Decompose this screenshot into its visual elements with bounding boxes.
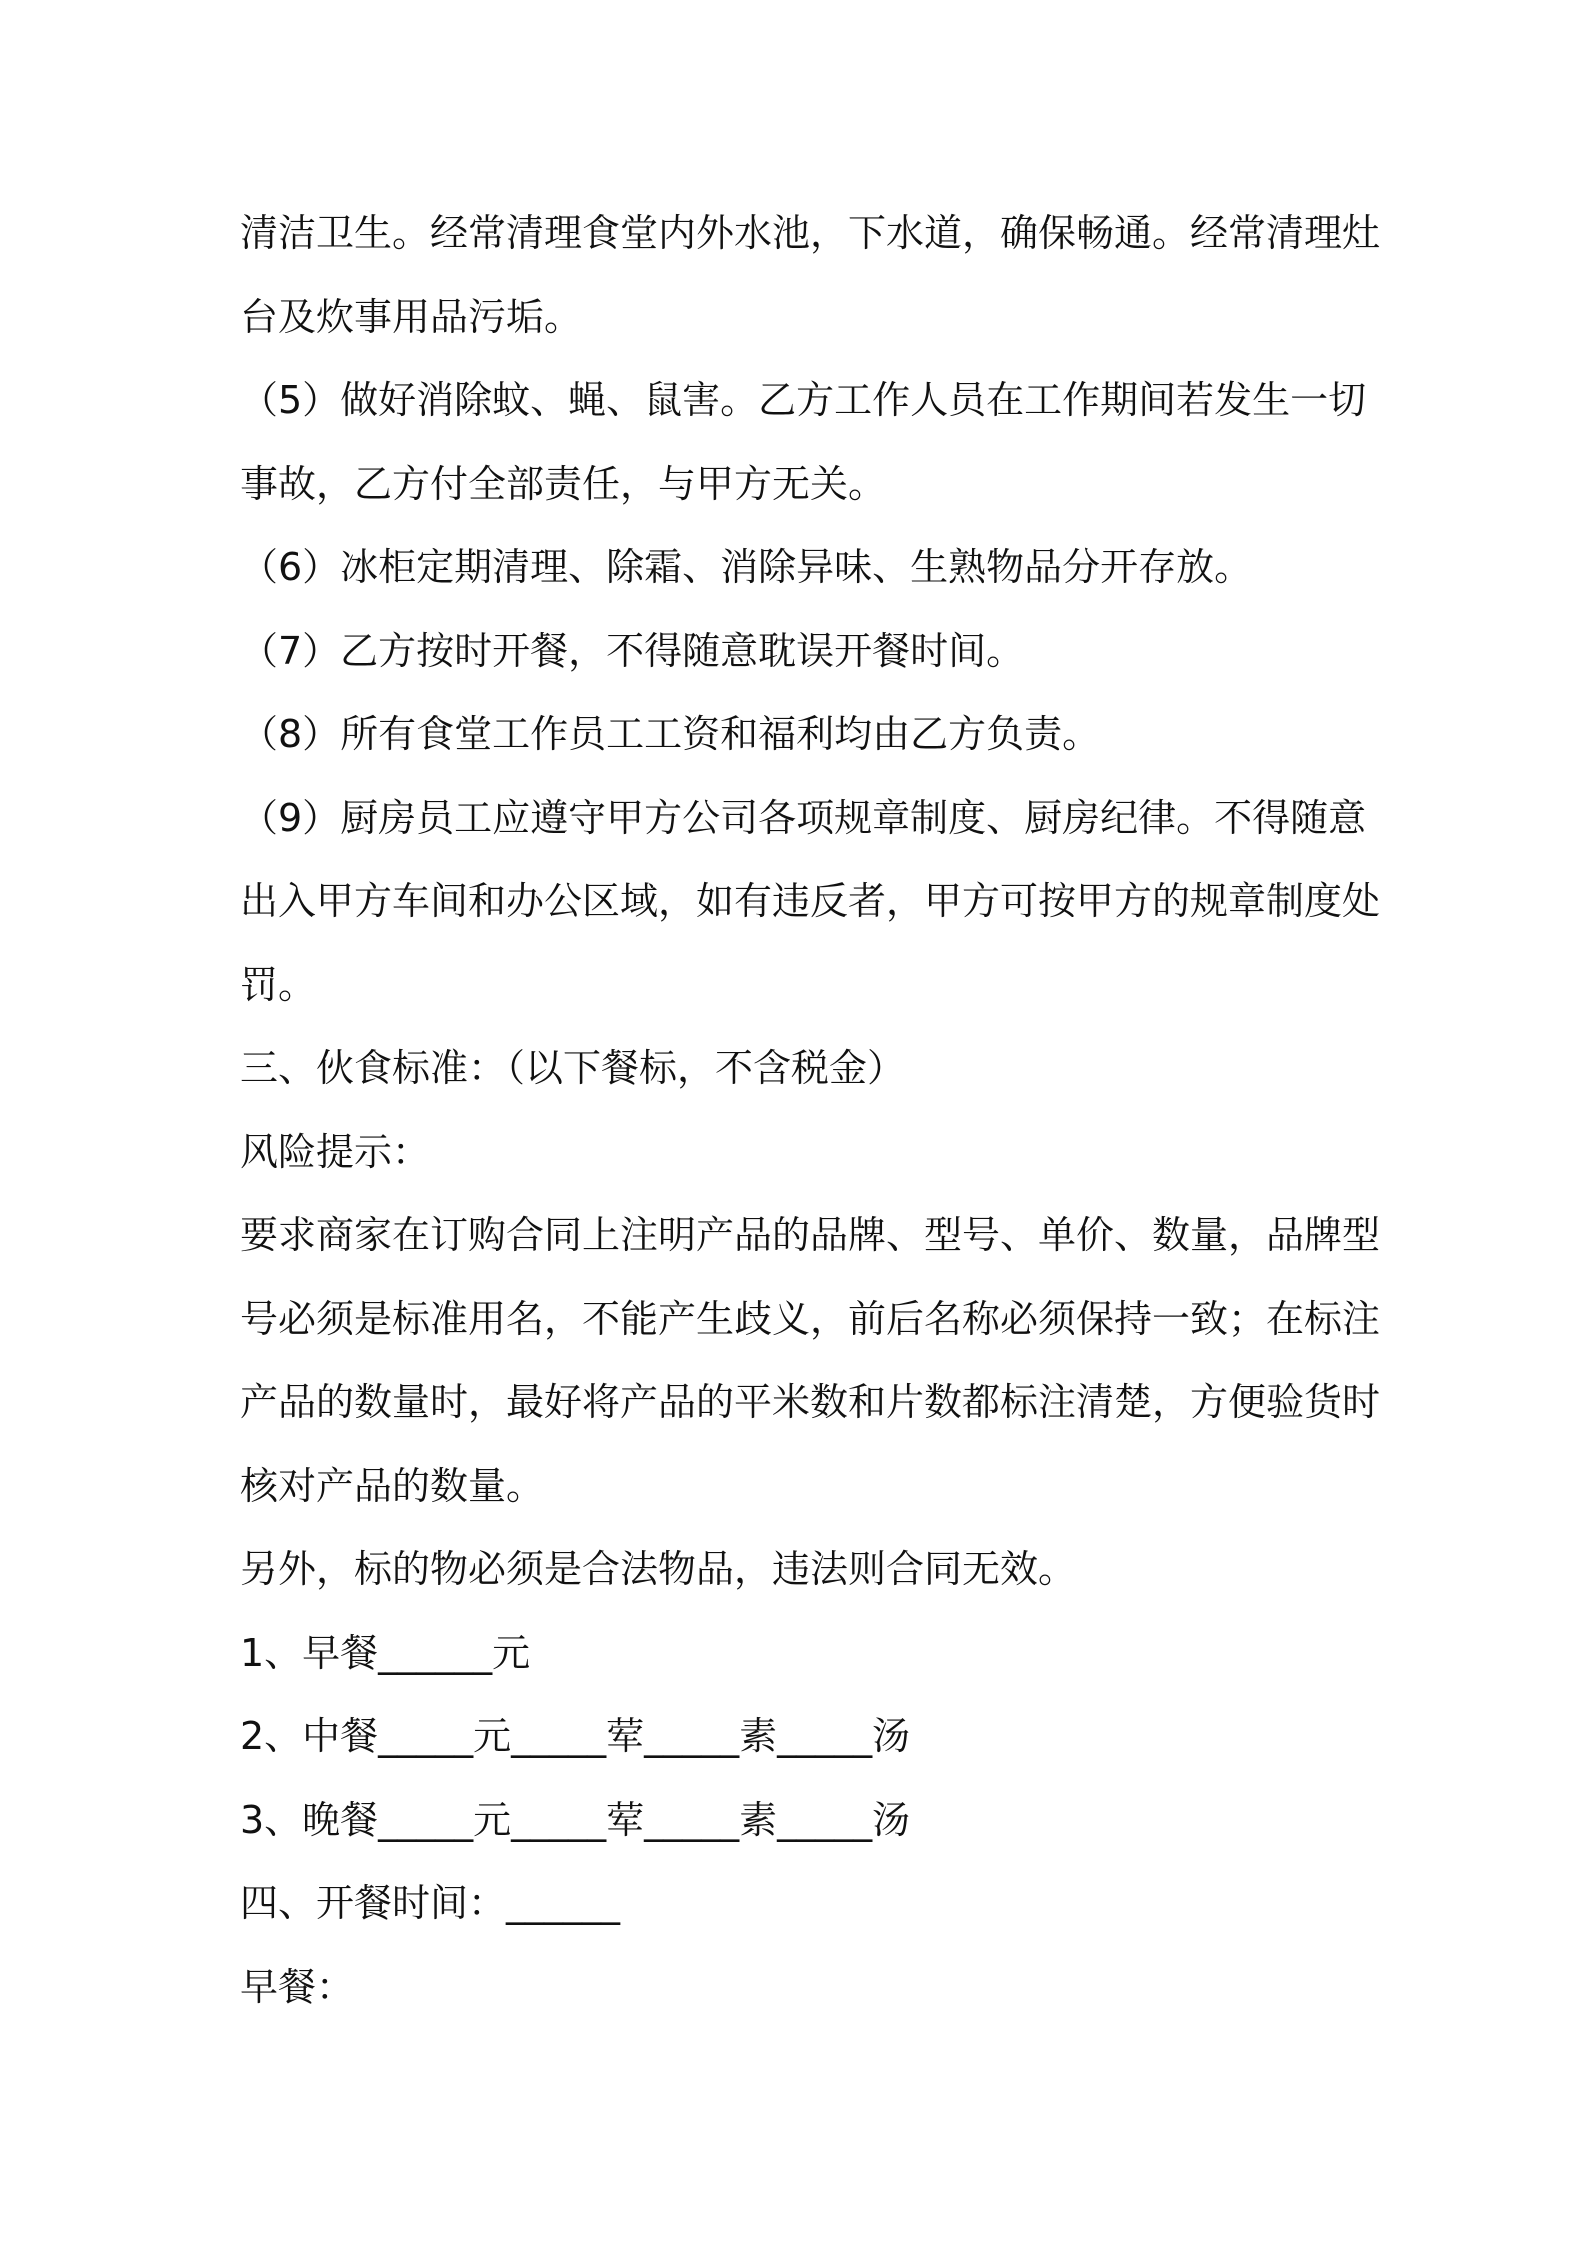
paragraph-line: 号必须是标准用名，不能产生歧义，前后名称必须保持一致；在标注 [240,1296,1381,1341]
list-item-5: （5）做好消除蚊、蝇、鼠害。乙方工作人员在工作期间若发生一切 [240,378,1367,422]
paragraph-line: 出入甲方车间和办公区域，如有违反者，甲方可按甲方的规章制度处 [240,879,1381,923]
lunch-standard: 2、中餐_____元_____荤_____素_____汤 [240,1714,911,1758]
list-item-7: （7）乙方按时开餐，不得随意耽误开餐时间。 [240,628,1025,673]
paragraph-line: 台及炊事用品污垢。 [240,294,583,339]
paragraph-line: 要求商家在订购合同上注明产品的品牌、型号、单价、数量，品牌型 [240,1213,1381,1257]
paragraph-line: 事故，乙方付全部责任，与甲方无关。 [240,461,887,506]
list-item-9: （9）厨房员工应遵守甲方公司各项规章制度、厨房纪律。不得随意 [240,795,1367,840]
list-item-6: （6）冰柜定期清理、除霜、消除异味、生熟物品分开存放。 [240,545,1253,589]
risk-notice-label: 风险提示： [240,1129,431,1174]
breakfast-standard: 1、早餐______元 [240,1630,531,1675]
section-heading-meal-time: 四、开餐时间：______ [240,1881,621,1925]
document-body [240,192,1381,2029]
paragraph-line: 另外，标的物必须是合法物品，违法则合同无效。 [240,1547,1077,1591]
paragraph-line: 产品的数量时，最好将产品的平米数和片数都标注清楚，方便验货时 [240,1380,1381,1424]
section-heading-meal-standard: 三、伙食标准：（以下餐标，不含税金） [240,1046,906,1090]
list-item-8: （8）所有食堂工作员工工资和福利均由乙方负责。 [240,712,1101,756]
paragraph-line: 罚。 [240,962,317,1007]
breakfast-time-label: 早餐： [240,1964,355,2009]
paragraph-line: 核对产品的数量。 [240,1463,545,1508]
paragraph-line: 清洁卫生。经常清理食堂内外水池，下水道，确保畅通。经常清理灶 [240,211,1381,255]
dinner-standard: 3、晚餐_____元_____荤_____素_____汤 [240,1797,911,1842]
